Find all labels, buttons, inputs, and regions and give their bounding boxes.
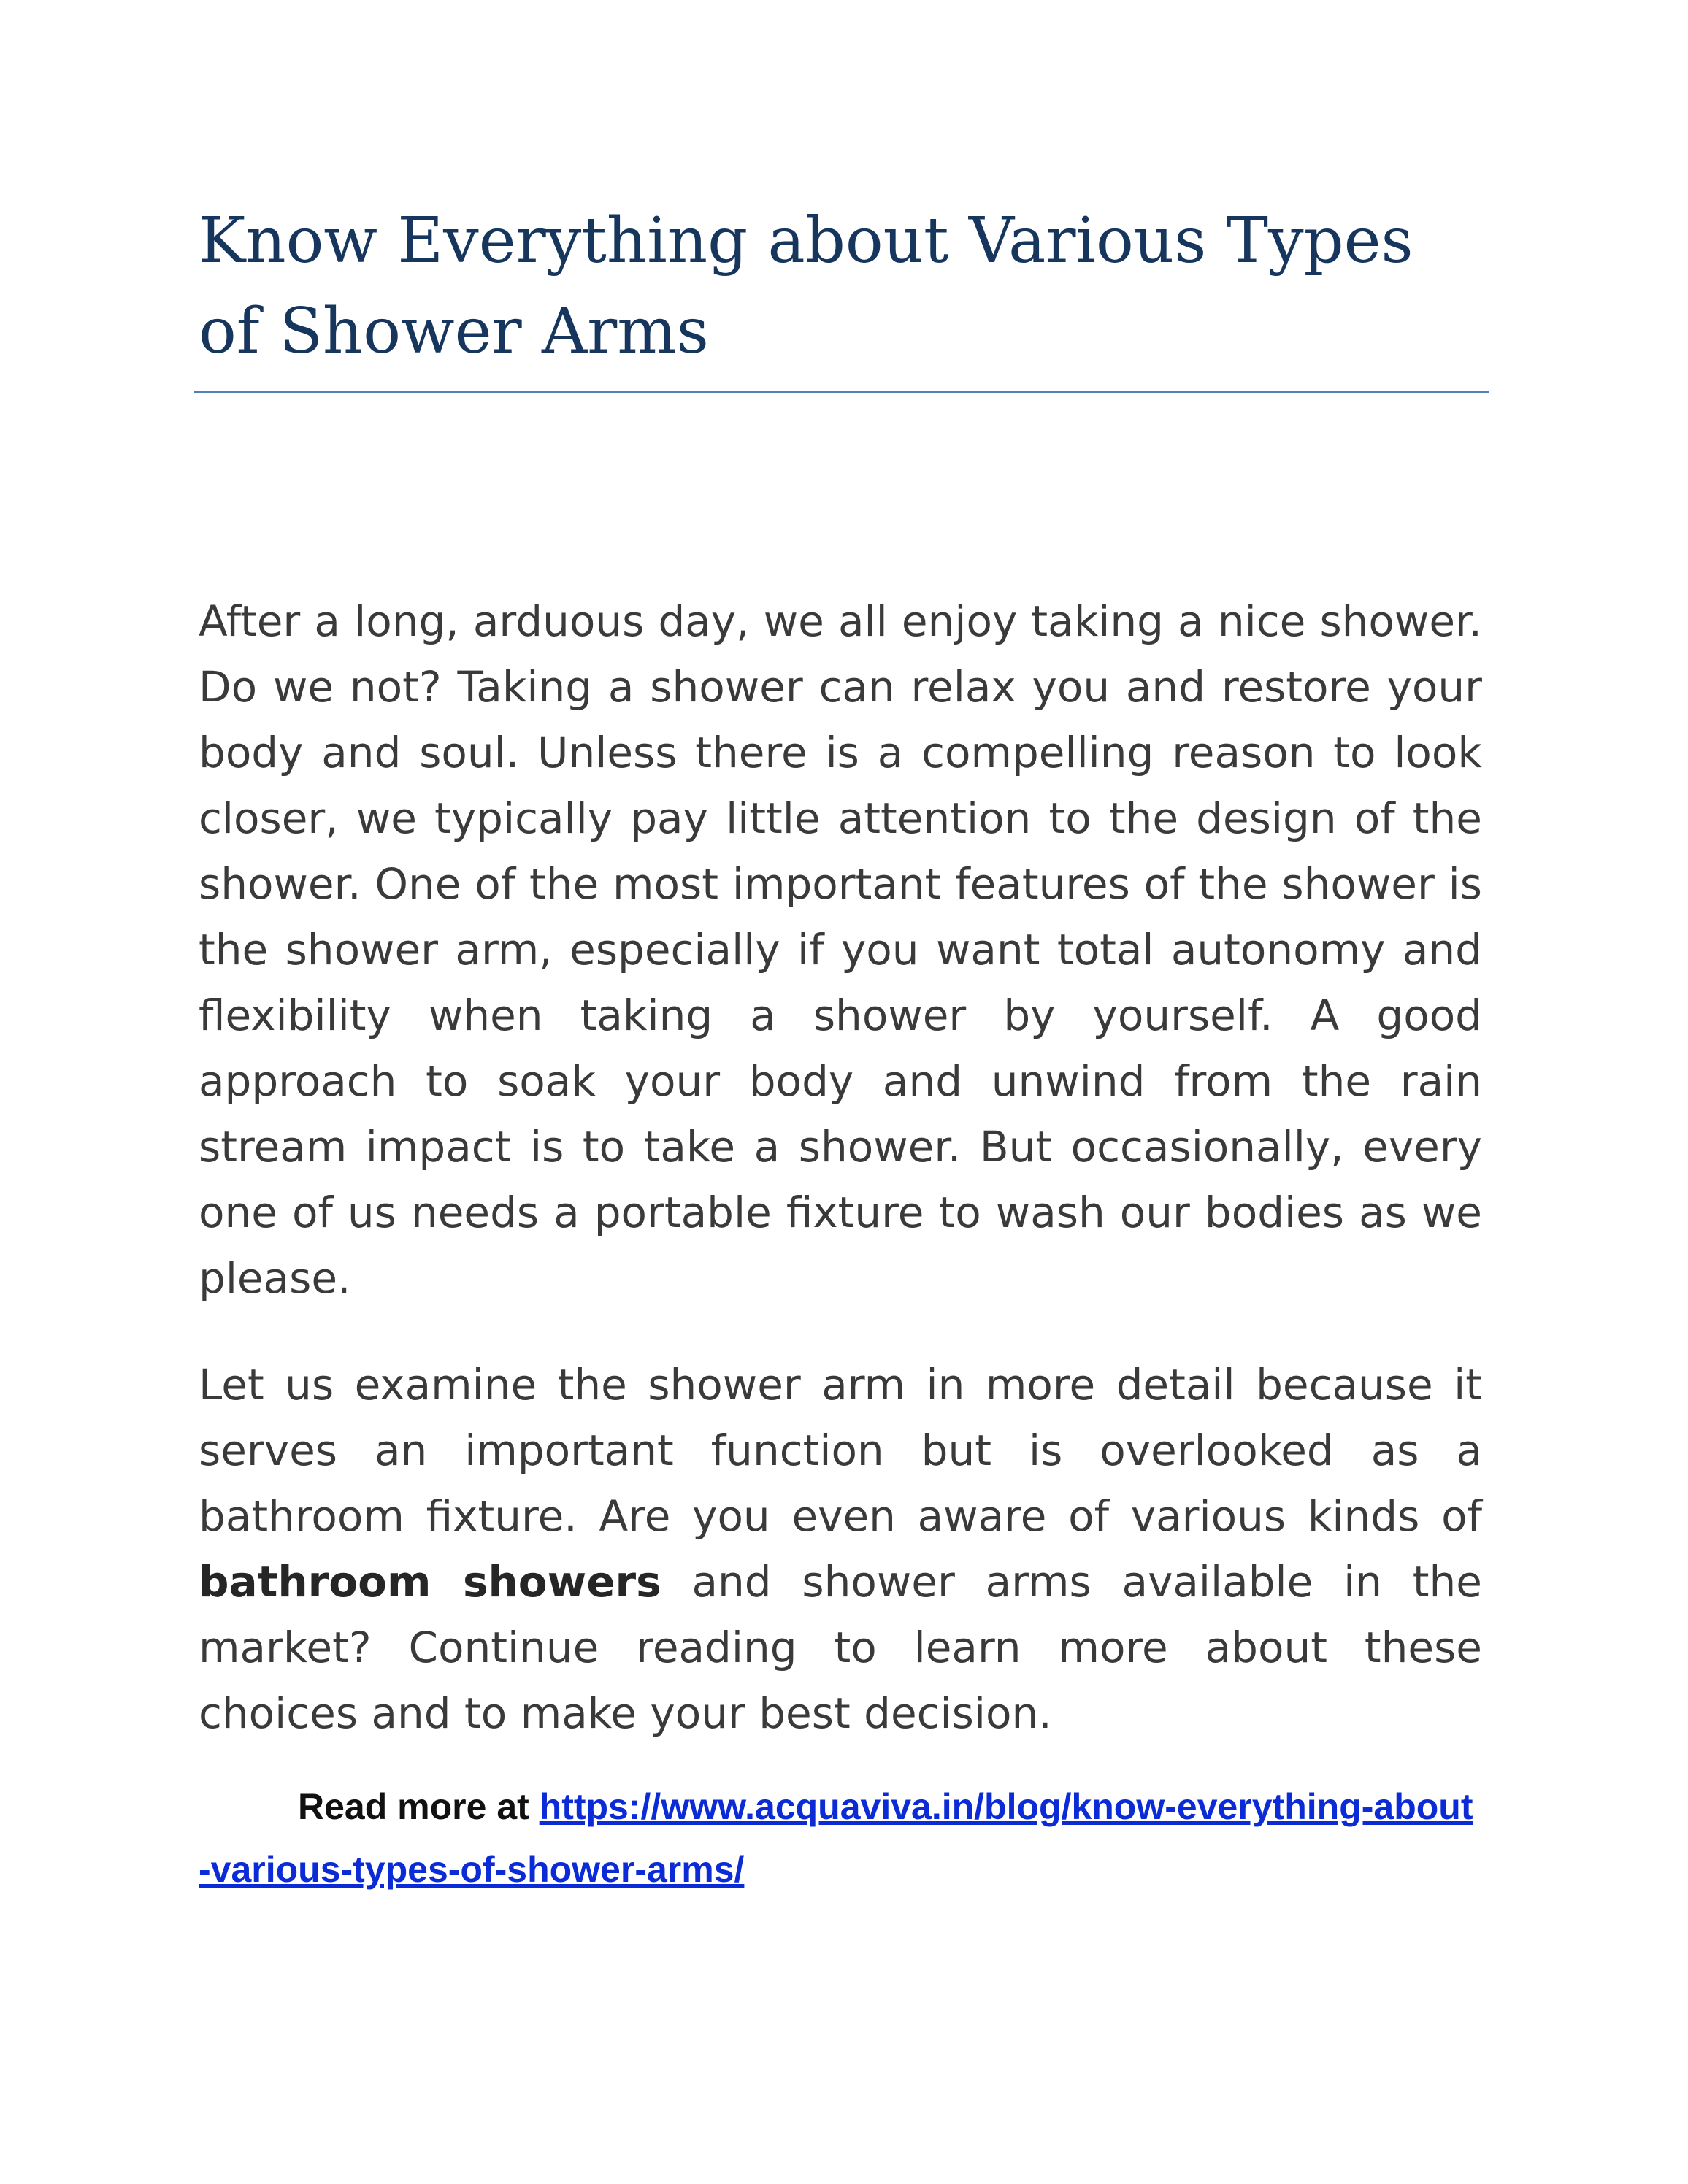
document-title: Know Everything about Various Types of Shower Arms xyxy=(199,204,1413,368)
paragraph-2-text-start: Let us examine the shower arm in more detail because it serves an important function but is overlooked as a bathroom fixture. Are you even aware of various kinds of xyxy=(199,1360,1482,1541)
paragraph-2-text-end: and shower arms available in the market? Continue reading to learn more about these choices and to make your best decision. xyxy=(199,1557,1482,1738)
body-paragraph-2 xyxy=(199,1352,1482,1746)
read-more-label: Read more at xyxy=(298,1786,540,1827)
read-more-line xyxy=(199,1775,1482,1901)
bathroom-showers-bold-text: bathroom showers xyxy=(199,1557,661,1607)
read-more-link[interactable]: https://www.acquaviva.in/blog/know-everything-about-various-types-of-shower-arms/ xyxy=(199,1786,1473,1890)
title-underline-divider xyxy=(194,391,1489,393)
body-paragraph-1: After a long, arduous day, we all enjoy taking a nice shower. Do we not? Taking a shower can relax you and restore your body and soul. Unless there is a compelling reason to look closer, we typically pay little attention to the design of the shower. One of the most important features of the shower is the shower arm, especially if you want total autonomy and flexibility when taking a shower by yourself. A good approach to soak your body and unwind from the rain stream impact is to take a shower. But occasionally, every one of us needs a portable fixture to wash our bodies as we please. xyxy=(199,596,1482,1303)
